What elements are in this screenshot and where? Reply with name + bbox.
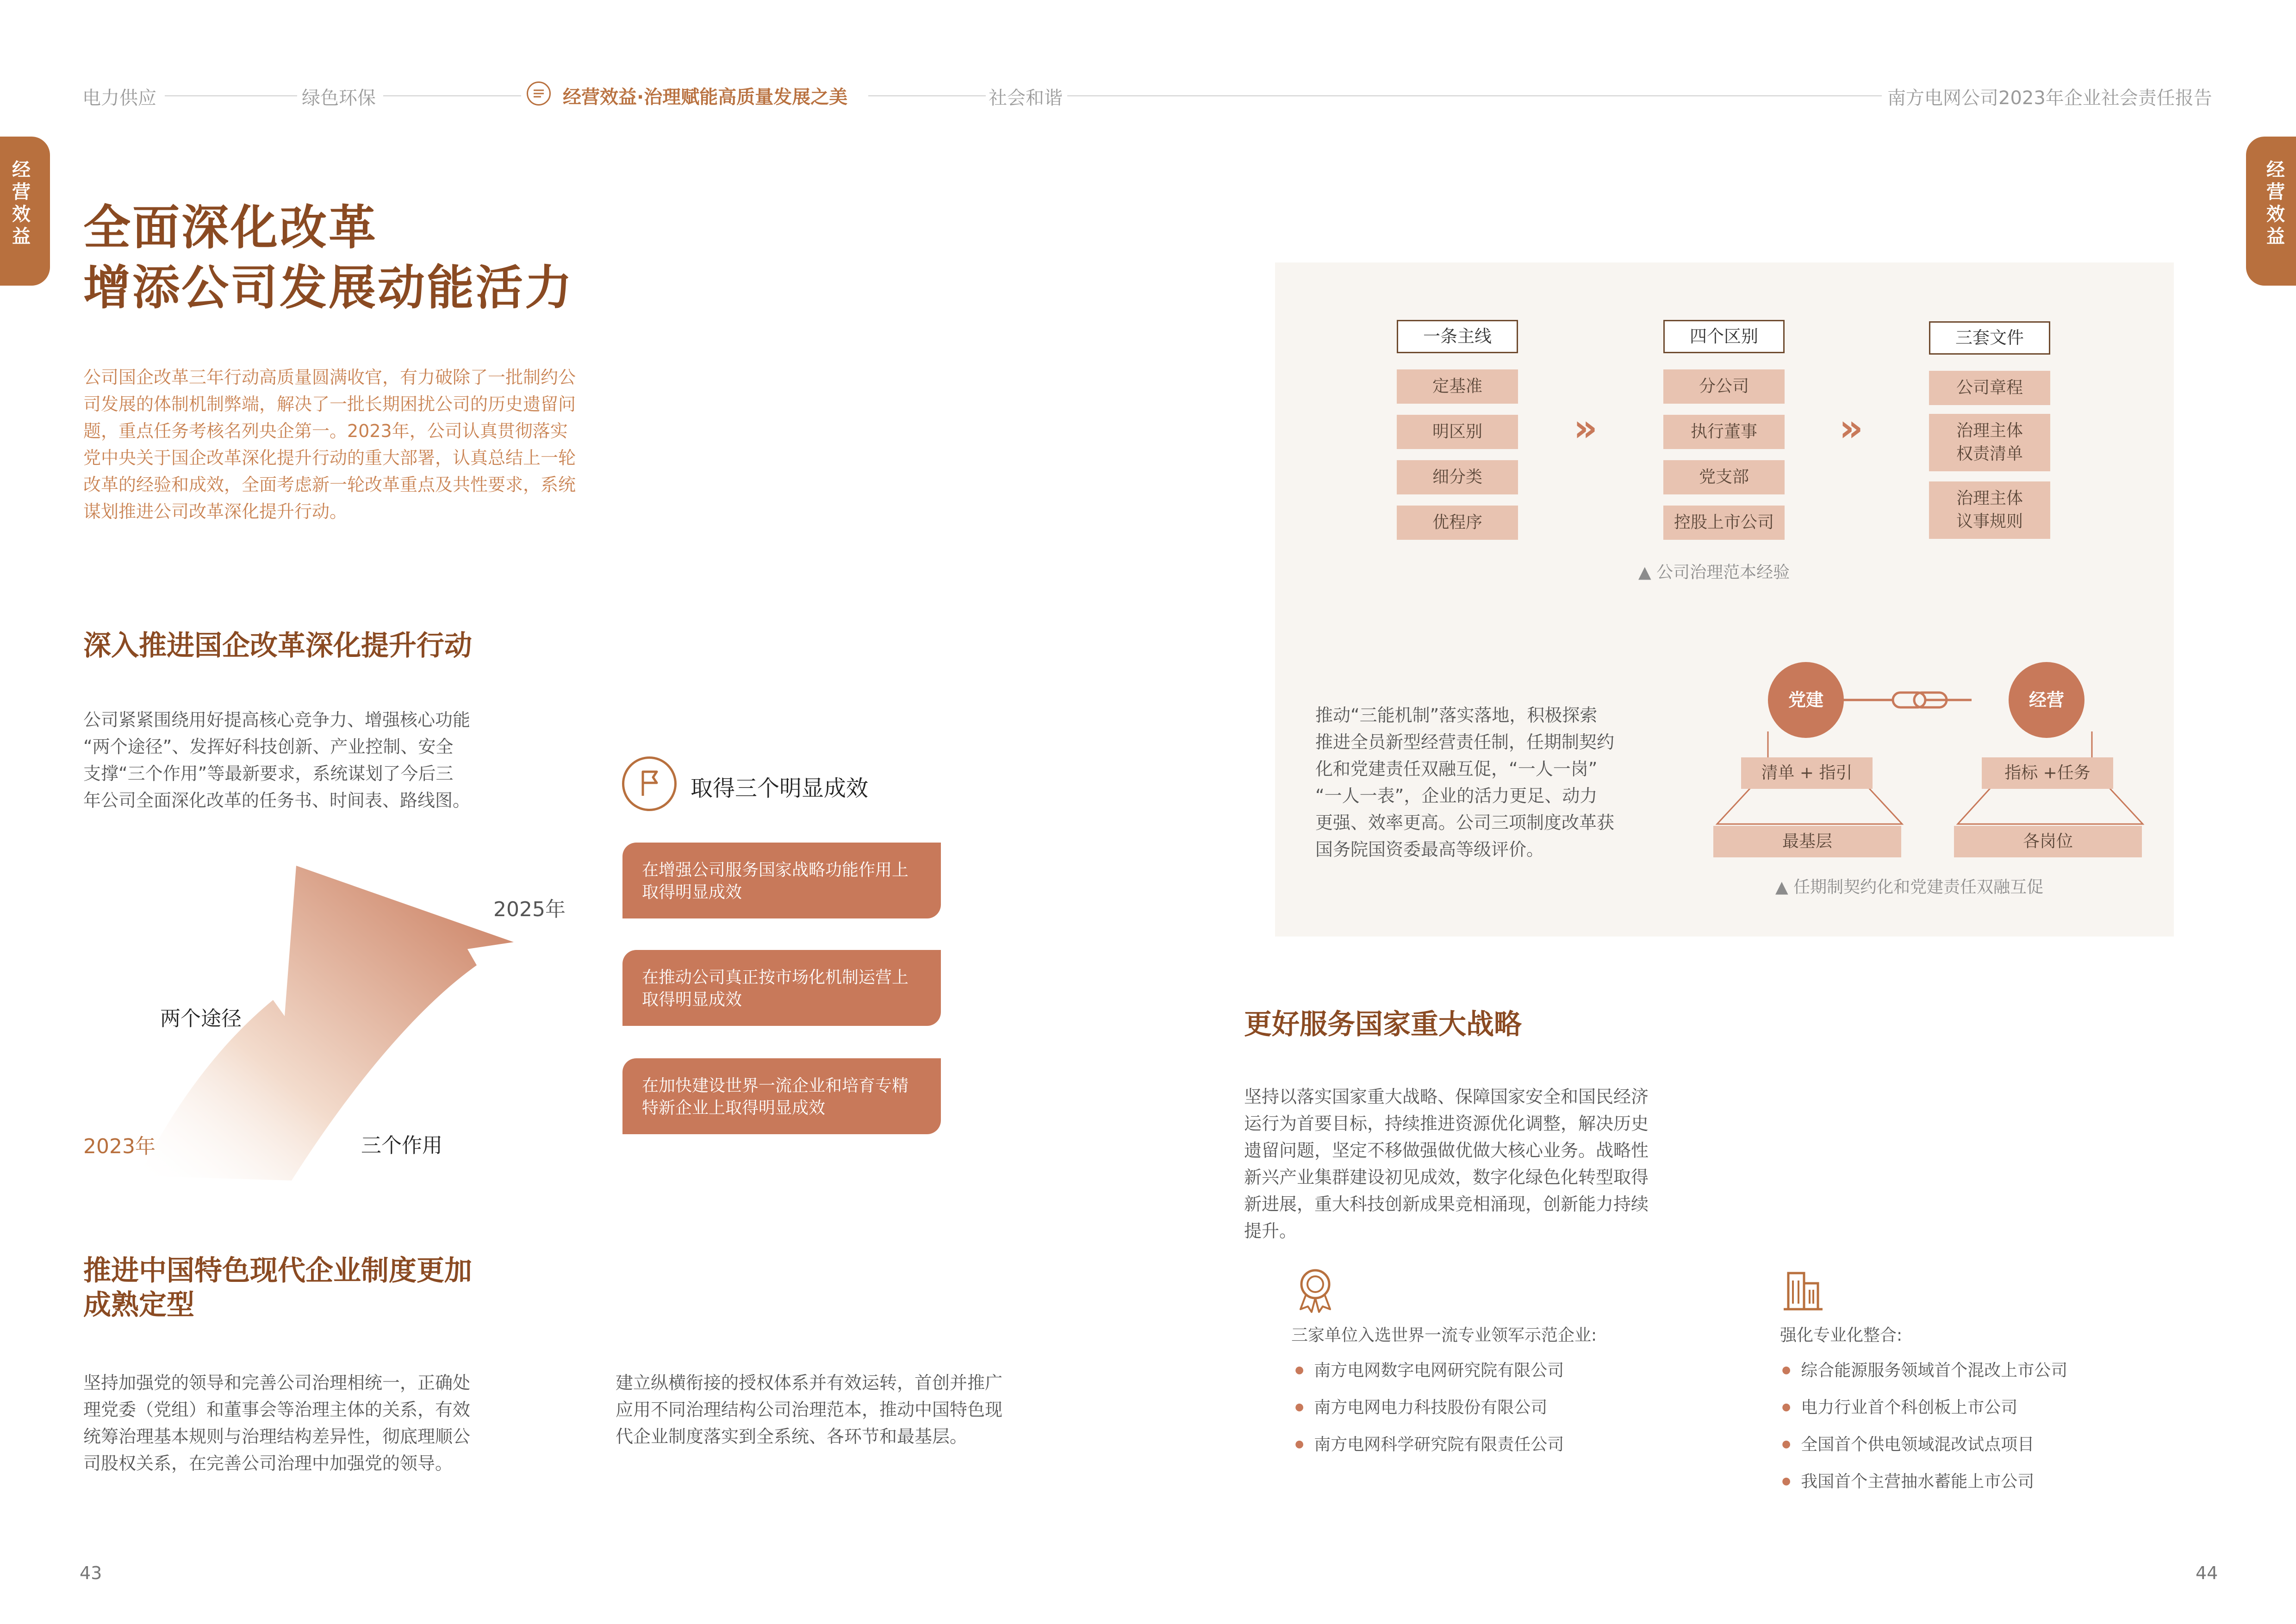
header-divider: [165, 95, 297, 96]
section-reform-body: 公司紧紧围绕用好提高核心竞争力、增强核心功能 “两个途径”、发挥好科技创新、产业控制、安全 支撑“三个作用”等最新要求，系统谋划了今后三 年公司全面深化改革的任务书、时间表、路线图。: [83, 710, 471, 811]
header-divider: [1067, 95, 1882, 96]
chevron-right-icon: »: [1574, 406, 1598, 450]
list2-item: ● 全国首个供电领域混改试点项目: [1782, 1431, 2034, 1455]
gov-col1-head: 一条主线: [1397, 320, 1518, 353]
section-system-col2: 建立纵横衔接的授权体系并有效运转，首创并推广 应用不同治理结构公司治理范本，推动中国特色现 代企业制度落实到全系统、各环节和最基层。: [616, 1373, 1003, 1447]
section-title-system-line1: 推进中国特色现代企业制度更加: [83, 1255, 472, 1287]
right-label-box: 指标 +任务: [1982, 757, 2113, 789]
section-badge-icon: [527, 81, 551, 106]
list2-heading: 强化专业化整合:: [1780, 1326, 1903, 1345]
nav-item-green[interactable]: 绿色环保: [302, 87, 376, 109]
gov-col3-item: 治理主体 议事规则: [1929, 481, 2050, 539]
right-base-box: 各岗位: [1954, 826, 2142, 857]
operation-circle: 经营: [2009, 662, 2084, 738]
page-title-line2: 增添公司发展动能活力: [83, 261, 574, 316]
header-divider: [868, 95, 986, 96]
header-divider: [383, 95, 521, 96]
chevron-right-icon: »: [1839, 406, 1863, 450]
results-heading: 取得三个明显成效: [691, 775, 869, 801]
arrow-start-year: 2023年: [83, 1135, 156, 1158]
governance-caption: ▲ 公司治理范本经验: [1638, 563, 1790, 582]
result-card-2: 在推动公司真正按市场化机制运营上 取得明显成效: [622, 950, 941, 1026]
side-tab-label: 经 营 效 益: [2266, 159, 2285, 247]
intro-paragraph: 公司国企改革三年行动高质量圆满收官，有力破除了一批制约公 司发展的体制机制弊端，解决了一批长期困扰公司的历史遗留问 题，重点任务考核名列央企第一。2023年，公司认真贯彻落实 党中央关于国企改革深化提升行动的重大部署，认真总结上一轮 改革的经验和成效，全面考虑新一轮改革重点及共性要求，系统 谋划推进公司改革深化提升行动。: [83, 367, 576, 522]
mechanism-caption: ▲ 任期制契约化和党建责任双融互促: [1775, 878, 2044, 897]
section-strategy-body: 坚持以落实国家重大战略、保障国家安全和国民经济 运行为首要目标，持续推进资源优化调整，解决历史 遗留问题，坚定不移做强做优做大核心业务。战略性 新兴产业集群建设初见成效，数字化绿色化转型取得 新进展，重大科技创新成果竞相涌现，创新能力持续 提升。: [1244, 1087, 1649, 1241]
page-number-left: 43: [80, 1563, 102, 1583]
gov-col1-item: 优程序: [1397, 506, 1518, 540]
arrow-label-bottom: 三个作用: [361, 1134, 442, 1157]
arrow-label-top: 两个途径: [160, 1007, 242, 1031]
list1-heading: 三家单位入选世界一流专业领军示范企业:: [1291, 1326, 1597, 1345]
list1-item: ● 南方电网科学研究院有限责任公司: [1295, 1431, 1564, 1455]
result-card-3: 在加快建设世界一流企业和培育专精 特新企业上取得明显成效: [622, 1058, 941, 1134]
flag-icon: [622, 756, 677, 811]
list2-item: ● 综合能源服务领域首个混改上市公司: [1782, 1357, 2067, 1381]
gov-col1-item: 定基准: [1397, 369, 1518, 404]
page-number-right: 44: [2196, 1563, 2218, 1583]
gov-col1-item: 细分类: [1397, 460, 1518, 494]
building-icon: [1780, 1267, 1826, 1313]
party-building-circle: 党建: [1768, 662, 1844, 738]
gov-col2-item: 分公司: [1663, 369, 1785, 404]
side-tab-left[interactable]: [0, 137, 50, 286]
left-label-box: 清单 + 指引: [1741, 757, 1873, 789]
result-card-1: 在增强公司服务国家战略功能作用上 取得明显成效: [622, 843, 941, 918]
nav-item-power-supply[interactable]: 电力供应: [82, 87, 156, 109]
list2-item: ● 电力行业首个科创板上市公司: [1782, 1394, 2017, 1418]
gov-col3-head: 三套文件: [1929, 321, 2050, 355]
award-icon: [1292, 1267, 1338, 1313]
section-title-system-line2: 成熟定型: [83, 1289, 194, 1321]
list1-item: ● 南方电网电力科技股份有限公司: [1295, 1394, 1547, 1418]
gov-col3-item: 治理主体 权责清单: [1929, 414, 2050, 471]
nav-item-business-active[interactable]: 经营效益·治理赋能高质量发展之美: [563, 87, 848, 108]
side-tab-label: 经 营 效 益: [12, 159, 31, 247]
gov-col3-item: 公司章程: [1929, 371, 2050, 405]
list1-item: ● 南方电网数字电网研究院有限公司: [1295, 1357, 1564, 1381]
gov-col2-head: 四个区别: [1663, 320, 1785, 353]
gov-col1-item: 明区别: [1397, 415, 1518, 449]
section-system-col1: 坚持加强党的领导和完善公司治理相统一，正确处 理党委（党组）和董事会等治理主体的关系，有效 统筹治理基本规则与治理结构差异性，彻底理顺公 司股权关系，在完善公司治理中加强党的领导。: [83, 1373, 471, 1474]
page-title-line1: 全面深化改革: [83, 200, 378, 256]
report-title: 南方电网公司2023年企业社会责任报告: [1887, 87, 2212, 109]
arrow-end-year: 2025年: [493, 898, 566, 921]
gov-col2-item: 执行董事: [1663, 415, 1785, 449]
mechanism-text: 推动“三能机制”落实落地，积极探索 推进全员新型经营责任制，任期制契约 化和党建责任双融互促，“一人一岗” “一人一表”，企业的活力更足、动力 更强、效率更高。公司三项制度改革获 国务院国资委最高等级评价。: [1315, 705, 1615, 860]
left-base-box: 最基层: [1713, 826, 1901, 857]
side-tab-right[interactable]: [2246, 137, 2296, 286]
gov-col2-item: 控股上市公司: [1663, 506, 1785, 540]
section-title-reform: 深入推进国企改革深化提升行动: [83, 630, 472, 662]
gov-col2-item: 党支部: [1663, 460, 1785, 494]
nav-item-society[interactable]: 社会和谐: [989, 87, 1063, 109]
list2-item: ● 我国首个主营抽水蓄能上市公司: [1782, 1468, 2034, 1492]
section-title-strategy: 更好服务国家重大战略: [1244, 1008, 1522, 1041]
